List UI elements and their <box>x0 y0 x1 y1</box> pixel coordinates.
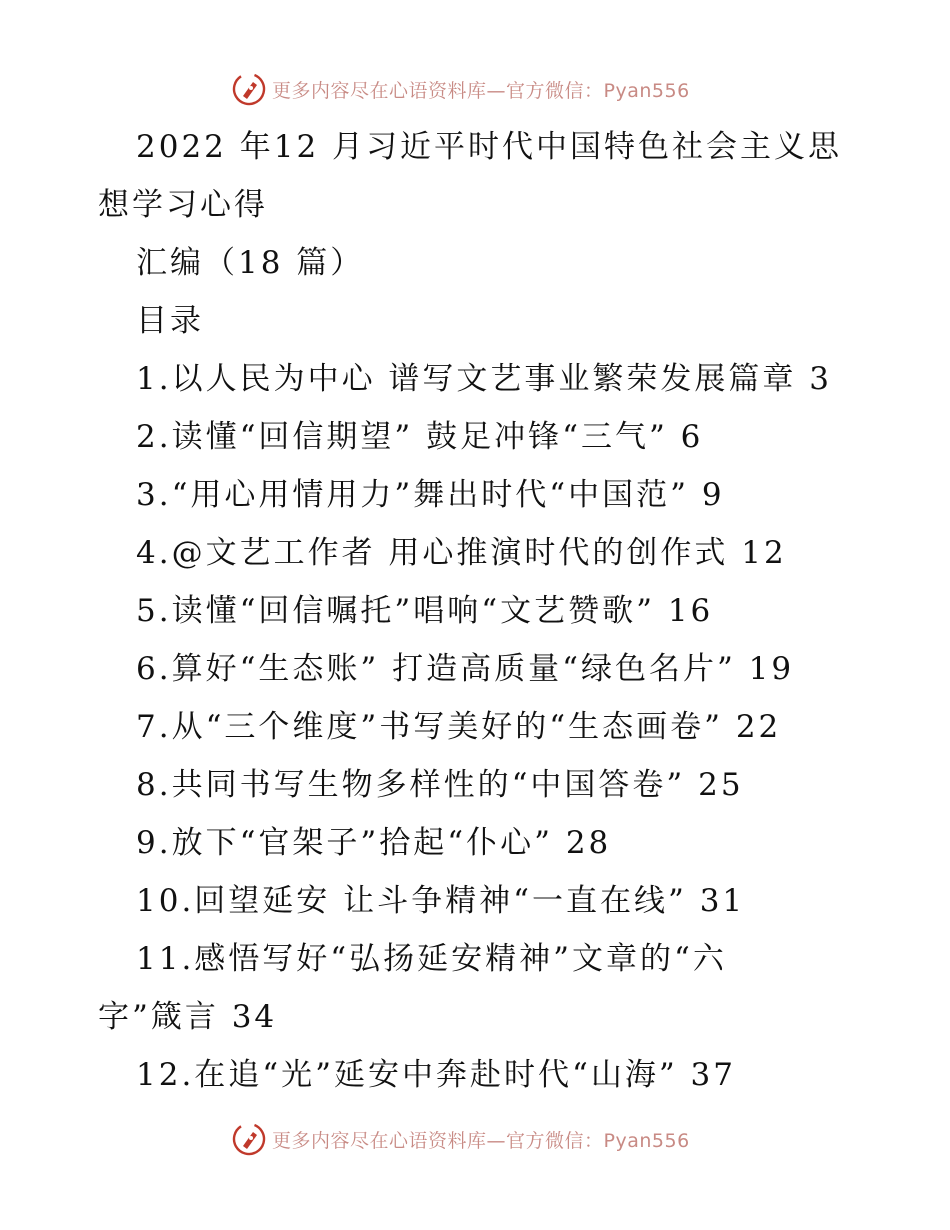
toc-item: 11.感悟写好“弘扬延安精神”文章的“六 <box>136 941 727 977</box>
document-title-line-1: 2022 年12 月习近平时代中国特色社会主义思 <box>136 129 843 165</box>
pen-nib-logo-icon <box>232 72 266 106</box>
toc-item: 5.读懂“回信嘱托”唱响“文艺赞歌” 16 <box>136 593 714 629</box>
toc-item: 9.放下“官架子”拾起“仆心” 28 <box>136 825 612 861</box>
banner-text: 更多内容尽在心语资料库—官方微信：Pyan556 <box>272 1129 690 1152</box>
toc-item: 10.回望延安 让斗争精神“一直在线” 31 <box>136 883 746 919</box>
document-title-line-3: 汇编（18 篇） <box>136 245 365 281</box>
toc-item: 7.从“三个维度”书写美好的“生态画卷” 22 <box>136 709 782 745</box>
banner-text: 更多内容尽在心语资料库—官方微信：Pyan556 <box>272 79 690 102</box>
toc-item: 1.以人民为中心 谱写文艺事业繁荣发展篇章 3 <box>136 361 833 397</box>
pen-nib-logo-icon <box>232 1122 266 1156</box>
toc-item-continuation: 字”箴言 34 <box>98 999 278 1035</box>
toc-heading: 目录 <box>136 303 204 339</box>
toc-item: 8.共同书写生物多样性的“中国答卷” 25 <box>136 767 744 803</box>
footer-banner <box>232 1122 690 1156</box>
toc-item: 3.“用心用情用力”舞出时代“中国范” 9 <box>136 477 725 513</box>
toc-item: 12.在追“光”延安中奔赴时代“山海” 37 <box>136 1057 736 1093</box>
toc-item: 4.@文艺工作者 用心推演时代的创作式 12 <box>136 535 787 571</box>
header-banner <box>232 72 690 106</box>
toc-item: 2.读懂“回信期望” 鼓足冲锋“三气” 6 <box>136 419 704 455</box>
document-title-line-2: 想学习心得 <box>98 187 268 223</box>
toc-item: 6.算好“生态账” 打造高质量“绿色名片” 19 <box>136 651 795 687</box>
